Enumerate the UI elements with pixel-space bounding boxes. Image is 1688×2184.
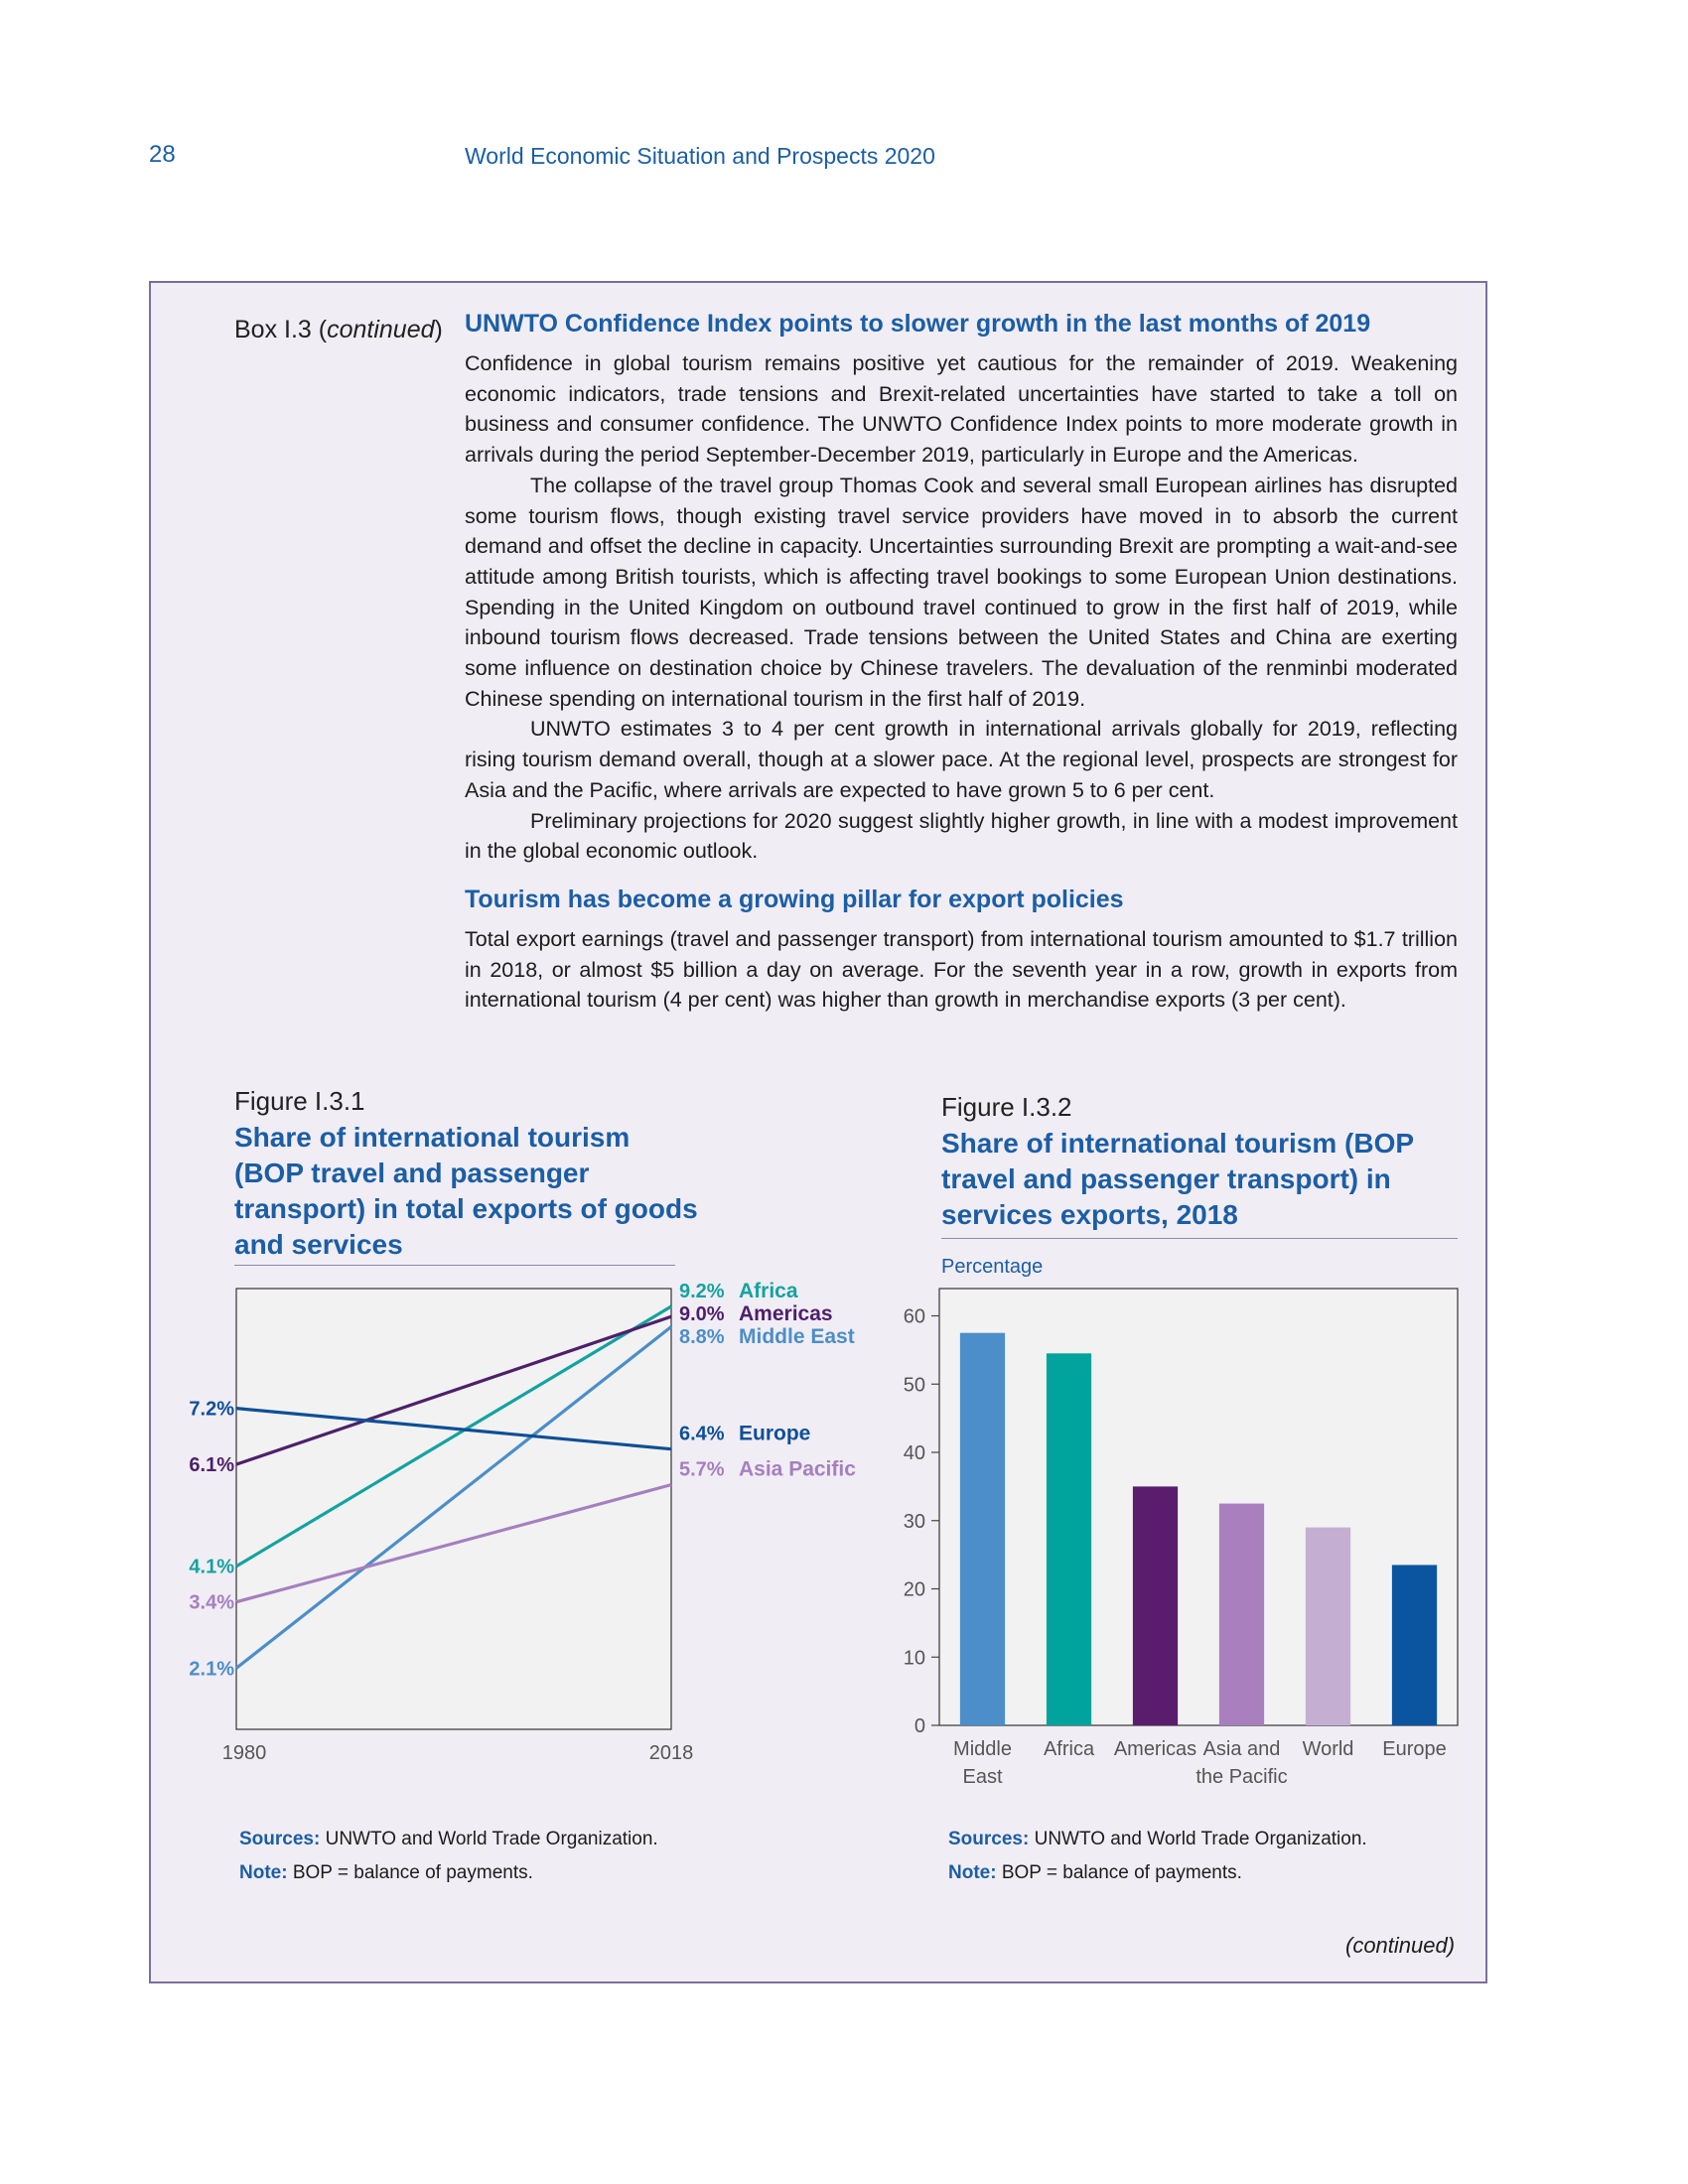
- legend-label: Africa: [739, 1279, 798, 1302]
- y-tick-label: 50: [903, 1374, 925, 1397]
- category-label: Africa: [1043, 1738, 1095, 1760]
- end-value-label: 5.7%: [679, 1458, 725, 1481]
- bar-americas: [1133, 1486, 1178, 1725]
- y-tick-label: 10: [903, 1647, 925, 1670]
- end-value-label: 6.4%: [679, 1423, 725, 1445]
- figure2-sources: Sources: UNWTO and World Trade Organization. Note: BOP = balance of payments.: [948, 1829, 1367, 1883]
- plot-area: [236, 1289, 671, 1729]
- x-tick-label: 1980: [221, 1742, 267, 1764]
- bar-asia-and-the-pacific: [1219, 1504, 1264, 1725]
- bar-europe: [1392, 1565, 1437, 1725]
- start-value-label: 4.1%: [189, 1556, 234, 1578]
- page-number: 28: [149, 141, 176, 168]
- end-value-label: 9.0%: [679, 1302, 725, 1325]
- paragraph: Confidence in global tourism remains positive yet cautious for the remainder of 2019. Weakening economic indicators, trade tensions and Brexit-related uncertainties have started to take a toll on business and consumer confidence. The UNWTO Confidence Index points to more moderate growth in arrivals during the period September-December 2019, particularly in Europe and the Americas.: [465, 351, 1458, 468]
- paragraph: The collapse of the travel group Thomas Cook and several small European airlines has disrupted some tourism flows, though existing travel service providers have moved in to absorb the current demand and offset the decline in capacity. Uncertainties surrounding Brexit are prompting a wait-and-see attitude among British tourists, which is affecting travel bookings to some European Union destinations. Spending in the United Kingdom on outbound travel continued to grow in the first half of 2019, while inbound tourism flows decreased. Trade tensions between the United States and China are exerting some influence on destination choice by Chinese travelers. The devaluation of the renminbi moderated Chinese spending on international tourism in the first half of 2019.: [465, 473, 1458, 711]
- y-tick-label: 60: [903, 1305, 925, 1328]
- figure2-number: Figure I.3.2: [941, 1092, 1072, 1122]
- paragraph: Preliminary projections for 2020 suggest slightly higher growth, in line with a modest improvement in the global economic outlook.: [465, 808, 1458, 864]
- figure1-sources: Sources: UNWTO and World Trade Organization. Note: BOP = balance of payments.: [239, 1829, 658, 1883]
- bar-africa: [1047, 1353, 1091, 1725]
- category-label: Asia and: [1202, 1738, 1281, 1760]
- category-label: Middle: [953, 1738, 1012, 1760]
- section-export-policies: [465, 886, 1458, 1016]
- legend-label: Asia Pacific: [739, 1457, 856, 1481]
- figure1-line-chart: [159, 1261, 894, 1777]
- category-label: the Pacific: [1196, 1766, 1288, 1788]
- legend-label: Americas: [739, 1301, 833, 1325]
- legend-label: Europe: [739, 1422, 811, 1445]
- plot-area: [939, 1289, 1458, 1725]
- figure1-title: Share of international tourism (BOP travel and passenger transport) in total exports of goods and services: [234, 1122, 698, 1260]
- start-value-label: 6.1%: [189, 1454, 234, 1477]
- category-label: World: [1302, 1738, 1354, 1760]
- y-tick-label: 20: [903, 1578, 925, 1601]
- section-confidence-index: [465, 310, 1458, 867]
- legend-label: Middle East: [739, 1324, 855, 1348]
- section-title: Tourism has become a growing pillar for export policies: [465, 886, 1124, 913]
- paragraph: Total export earnings (travel and passenger transport) from international tourism amounted to $1.7 trillion in 2018, or almost $5 billion a day on average. For the seventh year in a row, growth in exports from international tourism (4 per cent) was higher than growth in merchandise exports (3 per cent).: [465, 927, 1458, 1013]
- section-title: UNWTO Confidence Index points to slower growth in the last months of 2019: [465, 310, 1371, 338]
- start-value-label: 7.2%: [189, 1398, 234, 1421]
- start-value-label: 2.1%: [189, 1658, 234, 1681]
- y-tick-label: 0: [914, 1715, 925, 1737]
- figure1-number: Figure I.3.1: [234, 1086, 365, 1116]
- figure2-bar-chart: [894, 1251, 1479, 1807]
- x-tick-label: 2018: [648, 1742, 694, 1764]
- start-value-label: 3.4%: [189, 1591, 234, 1614]
- end-value-label: 8.8%: [679, 1325, 725, 1348]
- y-unit-label: Percentage: [941, 1256, 1044, 1278]
- y-tick-label: 30: [903, 1510, 925, 1533]
- category-label: East: [962, 1766, 1003, 1788]
- running-title: World Economic Situation and Prospects 2020: [465, 143, 935, 169]
- continued-note: (continued): [1345, 1933, 1456, 1958]
- bar-world: [1306, 1528, 1350, 1725]
- category-label: Europe: [1382, 1738, 1447, 1760]
- y-tick-label: 40: [903, 1442, 925, 1464]
- figure2-title: Share of international tourism (BOP travel and passenger transport) in services exports, 2018: [941, 1128, 1414, 1230]
- end-value-label: 9.2%: [679, 1280, 725, 1302]
- paragraph: UNWTO estimates 3 to 4 per cent growth in international arrivals globally for 2019, reflecting rising tourism demand overall, though at a slower pace. At the regional level, prospects are strongest for Asia and the Pacific, where arrivals are expected to have grown 5 to 6 per cent.: [465, 717, 1458, 802]
- bar-middle-east: [960, 1333, 1005, 1725]
- box-label: Box I.3 (continued): [234, 316, 443, 343]
- category-label: Americas: [1113, 1738, 1197, 1760]
- figure2-title-rule: [941, 1238, 1458, 1239]
